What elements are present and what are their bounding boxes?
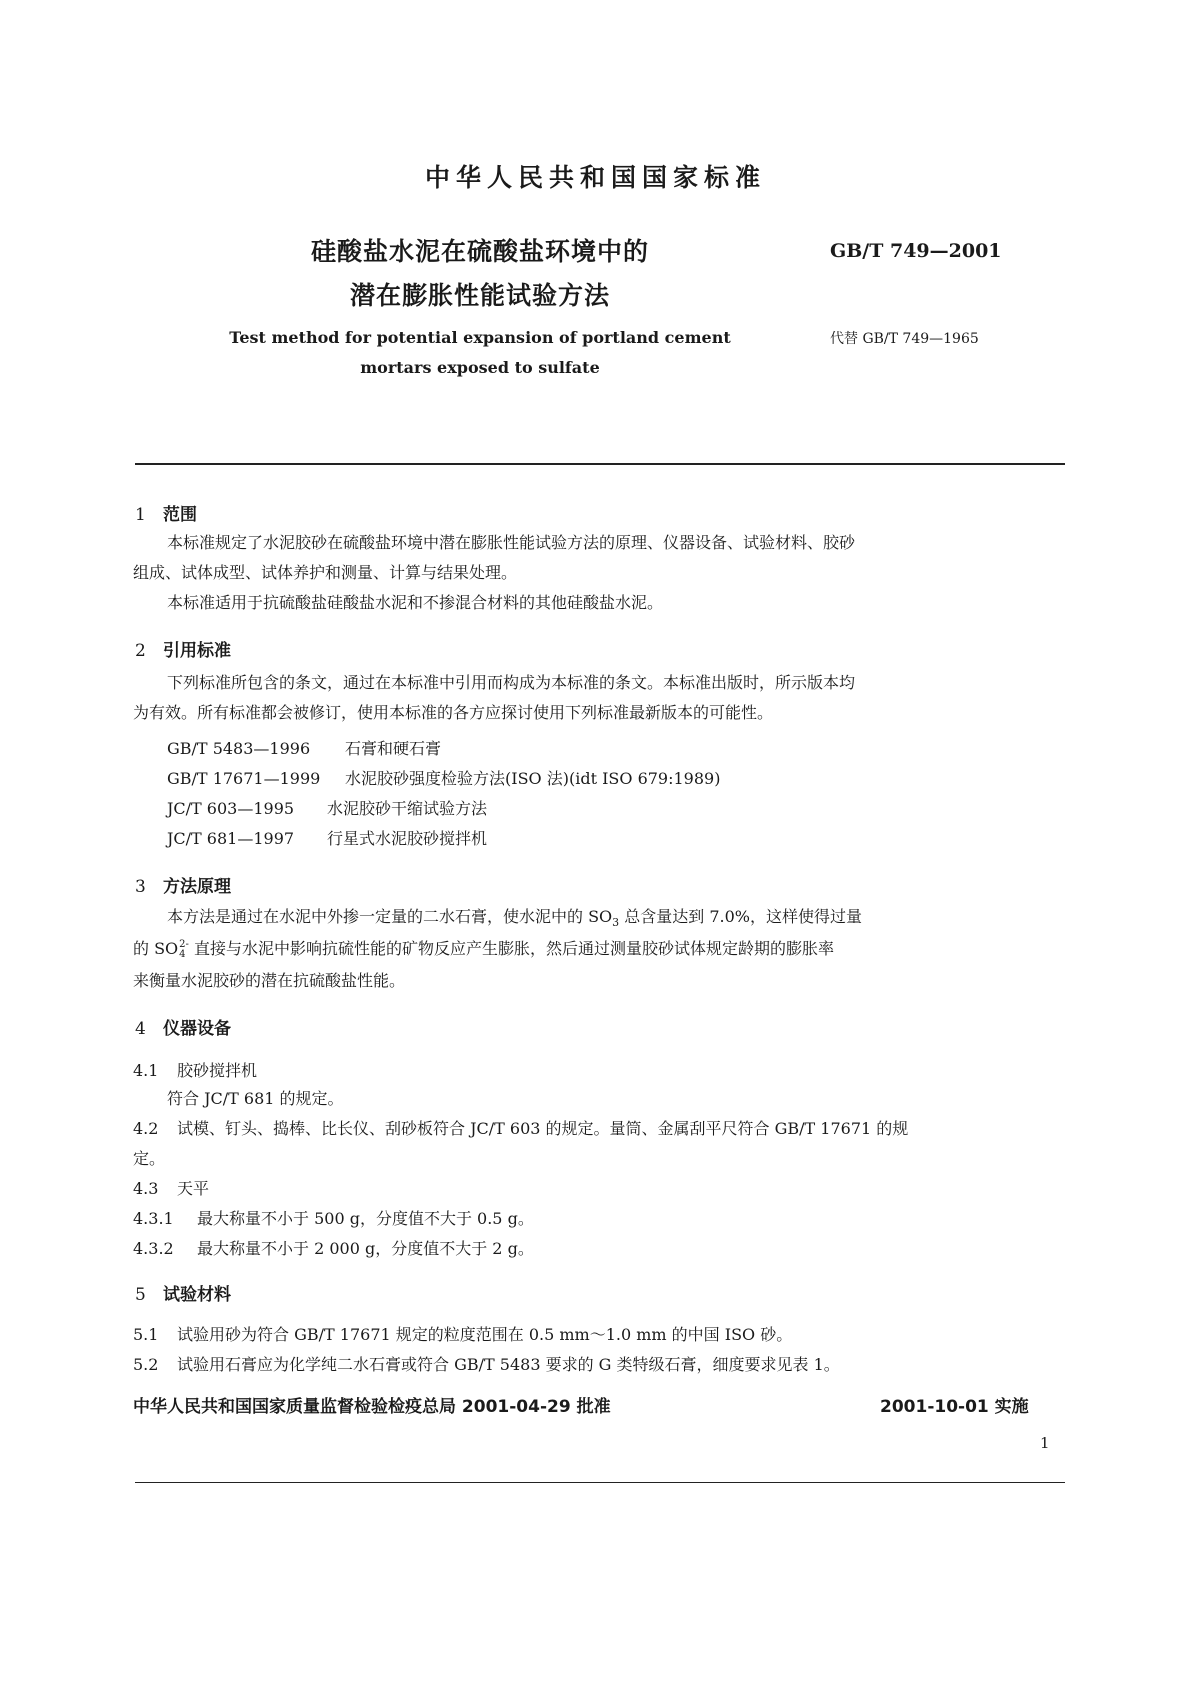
- approval-line: 中华人民共和国国家质量监督检验检疫总局 2001-04-29 批准: [133, 1397, 611, 1417]
- section-1-paragraph-1: 本标准规定了水泥胶砂在硫酸盐环境中潜在膨胀性能试验方法的原理、仪器设备、试验材料、胶砂: [167, 533, 856, 552]
- section-1-paragraph-1-cont: 组成、试体成型、试体养护和测量、计算与结果处理。: [133, 563, 518, 582]
- section-3-heading: 3 方法原理: [135, 877, 231, 897]
- clause-5-1: 5.1 试验用砂为符合 GB/T 17671 规定的粒度范围在 0.5 mm～1.0 mm 的中国 ISO 砂。: [133, 1325, 793, 1344]
- section-2-paragraph-1: 下列标准所包含的条文，通过在本标准中引用而构成为本标准的条文。本标准出版时，所示版本均: [167, 673, 856, 692]
- reference-item: GB/T 5483—1996 石膏和硬石膏: [167, 739, 442, 758]
- reference-item: JC/T 681—1997 行星式水泥胶砂搅拌机: [167, 829, 488, 848]
- section-3-paragraph-line3: 来衡量水泥胶砂的潜在抗硫酸盐性能。: [133, 971, 406, 990]
- section-3-paragraph-line2: 的 SO 2- 4 直接与水泥中影响抗硫性能的矿物反应产生膨胀，然后通过测量胶砂试体规定龄期的膨胀率: [133, 938, 835, 960]
- clause-5-2: 5.2 试验用石膏应为化学纯二水石膏或符合 GB/T 5483 要求的 G 类特级石膏，细度要求见表 1。: [133, 1355, 840, 1374]
- section-2-paragraph-1-cont: 为有效。所有标准都会被修订，使用本标准的各方应探讨使用下列标准最新版本的可能性。: [133, 703, 774, 722]
- reference-item: GB/T 17671—1999 水泥胶砂强度检验方法(ISO 法)(idt ISO 679:1989): [167, 769, 721, 788]
- clause-4-3: 4.3 天平: [133, 1179, 210, 1198]
- replaces-note: 代替 GB/T 749—1965: [830, 331, 979, 347]
- section-4-heading: 4 仪器设备: [135, 1019, 231, 1039]
- section-3-paragraph-line1: 本方法是通过在水泥中外掺一定量的二水石膏，使水泥中的 $SO_3$ 总含量达到 7.0%，这样使得过量: [167, 907, 862, 930]
- clause-4-2: 4.2 试模、钉头、捣棒、比长仪、刮砂板符合 JC/T 603 的规定。量筒、金属刮平尺符合 GB/T 17671 的规: [133, 1119, 909, 1138]
- reference-item: JC/T 603—1995 水泥胶砂干缩试验方法: [167, 799, 488, 818]
- standard-code: GB/T 749—2001: [830, 240, 1002, 262]
- clause-4-1-text: 符合 JC/T 681 的规定。: [167, 1089, 344, 1108]
- clause-4-3-2: 4.3.2 最大称量不小于 2 000 g，分度值不大于 2 g。: [133, 1239, 534, 1258]
- document-title-line2: 潜在膨胀性能试验方法: [349, 281, 610, 310]
- clause-4-1: 4.1 胶砂搅拌机: [133, 1061, 258, 1080]
- header-divider: [135, 463, 1065, 465]
- implementation-date: 2001-10-01 实施: [880, 1397, 1029, 1417]
- clause-4-2-cont: 定。: [133, 1149, 166, 1168]
- clause-4-3-1: 4.3.1 最大称量不小于 500 g，分度值不大于 0.5 g。: [133, 1209, 534, 1228]
- standard-title: 中华人民共和国国家标准: [424, 163, 766, 192]
- document-title-line1: 硅酸盐水泥在硫酸盐环境中的: [310, 237, 649, 266]
- page-number: 1: [1040, 1434, 1050, 1452]
- english-title-line1: Test method for potential expansion of portland cement: [229, 328, 731, 347]
- section-1-heading: 1 范围: [135, 505, 197, 525]
- section-2-heading: 2 引用标准: [135, 641, 231, 661]
- section-1-paragraph-2: 本标准适用于抗硫酸盐硅酸盐水泥和不掺混合材料的其他硅酸盐水泥。: [167, 593, 664, 612]
- footer-divider: [135, 1482, 1065, 1483]
- english-title-line2: mortars exposed to sulfate: [360, 358, 600, 377]
- section-5-heading: 5 试验材料: [135, 1285, 231, 1305]
